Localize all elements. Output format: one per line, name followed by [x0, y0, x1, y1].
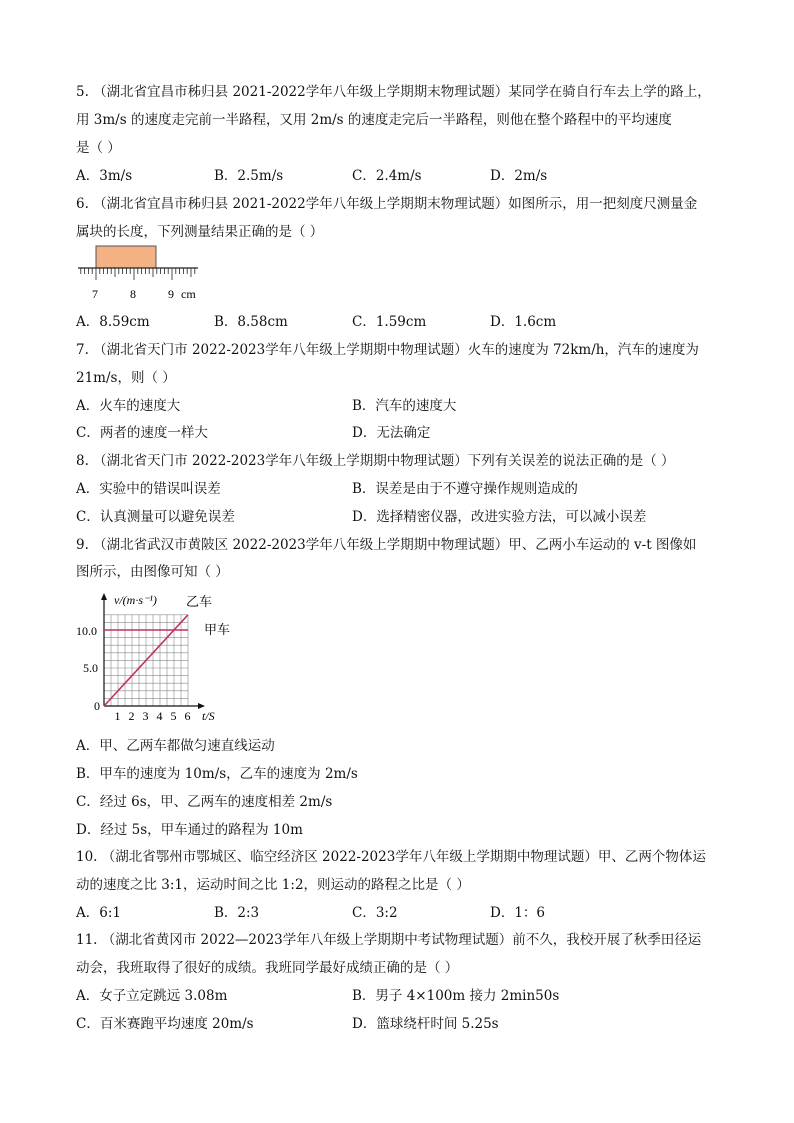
- q9-option-a[interactable]: A．甲、乙两车都做匀速直线运动: [76, 738, 275, 754]
- q10-option-b[interactable]: B．2:3: [214, 905, 260, 921]
- q7-option-b[interactable]: B．汽车的速度大: [352, 398, 457, 414]
- vt-graph-svg: [76, 590, 266, 725]
- q7-option-c[interactable]: C．两者的速度一样大: [76, 425, 208, 441]
- q5-option-b[interactable]: B．2.5m/s: [214, 168, 284, 184]
- q8-options-row1: [76, 477, 716, 497]
- q6-option-d[interactable]: D．1.6cm: [490, 314, 557, 330]
- x-tick-6: 6: [184, 709, 191, 723]
- x-tick-3: 3: [142, 709, 149, 723]
- q5-option-a[interactable]: A．3m/s: [76, 168, 133, 184]
- vt-graph: [76, 590, 266, 725]
- q8-options-row2: [76, 505, 716, 525]
- q9-option-b[interactable]: B．甲车的速度为 10m/s，乙车的速度为 2m/s: [76, 766, 358, 782]
- q9-stem-line1: 9. （湖北省武汉市黄陂区 2022-2023学年八年级上学期期中物理试题）甲、乙两小车运动的 v-t 图像如: [76, 537, 697, 553]
- q11-stem-line2: 动会，我班取得了很好的成绩。我班同学最好成绩正确的是（ ）: [76, 960, 459, 976]
- ruler-figure: [78, 243, 208, 303]
- series-label-yi: 乙车: [186, 594, 213, 609]
- q10-stem-line1: 10. （湖北省鄂州市鄂城区、临空经济区 2022-2023学年八年级上学期期中物理试题）甲、乙两个物体运: [76, 849, 706, 865]
- q5-stem-line1: 5. （湖北省宜昌市秭归县 2021-2022学年八年级上学期期末物理试题）某同学在骑自行车去上学的路上，: [76, 84, 711, 100]
- q11-stem-line1: 11. （湖北省黄冈市 2022—2023学年八年级上学期期中考试物理试题）前不久，我校开展了秋季田径运: [76, 932, 702, 948]
- x-tick-1: 1: [114, 709, 121, 723]
- q11-option-a[interactable]: A．女子立定跳远 3.08m: [76, 988, 228, 1004]
- x-tick-labels: [115, 709, 191, 723]
- q10-option-d[interactable]: D．1：6: [490, 905, 546, 921]
- ruler-label-unit: cm: [181, 287, 196, 301]
- y-tick-0: 0: [94, 699, 100, 713]
- q5-stem-line2: 用 3m/s 的速度走完前一半路程，又用 2m/s 的速度走完后一半路程，则他在整个路程中的平均速度: [76, 112, 672, 128]
- x-tick-5: 5: [170, 709, 177, 723]
- q6-stem-line1: 6. （湖北省宜昌市秭归县 2021-2022学年八年级上学期期末物理试题）如图所示，用一把刻度尺测量金: [76, 196, 698, 212]
- x-tick-4: 4: [156, 709, 163, 723]
- series-label-jia: 甲车: [204, 622, 231, 637]
- q8-option-c[interactable]: C．认真测量可以避免误差: [76, 509, 235, 525]
- q7-option-a[interactable]: A．火车的速度大: [76, 398, 181, 414]
- q9-stem-line2: 图所示，由图像可知（ ）: [76, 564, 229, 580]
- ruler-ticks: [81, 268, 195, 280]
- q7-stem-line1: 7. （湖北省天门市 2022-2023学年八年级上学期期中物理试题）火车的速度为 72km/h，汽车的速度为: [76, 342, 699, 358]
- q11-options-row2: [76, 1012, 716, 1032]
- q9-option-c[interactable]: C．经过 6s，甲、乙两车的速度相差 2m/s: [76, 794, 333, 810]
- y-tick-5: 5.0: [83, 661, 98, 675]
- q10-option-a[interactable]: A．6:1: [76, 905, 121, 921]
- y-axis-arrow: [101, 593, 107, 600]
- q6-stem-line2: 属块的长度，下列测量结果正确的是（ ）: [76, 224, 324, 240]
- ruler-svg: [78, 243, 208, 303]
- q6-option-a[interactable]: A．8.59cm: [76, 314, 150, 330]
- ruler-label-9: 9: [168, 287, 174, 301]
- q11-options-row1: [76, 984, 716, 1004]
- metal-block: [96, 246, 156, 268]
- q11-option-c[interactable]: C．百米赛跑平均速度 20m/s: [76, 1016, 254, 1032]
- y-axis-label: v/(m·s⁻¹): [114, 593, 157, 607]
- x-axis-label: t/S: [202, 709, 215, 723]
- q6-option-c[interactable]: C．1.59cm: [352, 314, 427, 330]
- q7-options-row2: [76, 421, 716, 441]
- q5-option-c[interactable]: C．2.4m/s: [352, 168, 422, 184]
- q7-stem-line2: 21m/s，则（ ）: [76, 370, 176, 386]
- y-tick-10: 10.0: [76, 624, 97, 638]
- q7-option-d[interactable]: D．无法确定: [352, 425, 431, 441]
- q8-option-b[interactable]: B．误差是由于不遵守操作规则造成的: [352, 481, 578, 497]
- q10-option-c[interactable]: C．3:2: [352, 905, 398, 921]
- q11-option-b[interactable]: B．男子 4×100m 接力 2min50s: [352, 988, 560, 1004]
- q7-options-row1: [76, 394, 716, 414]
- q9-option-d[interactable]: D．经过 5s，甲车通过的路程为 10m: [76, 822, 303, 838]
- q6-options: [76, 310, 716, 330]
- q5-option-d[interactable]: D．2m/s: [490, 168, 548, 184]
- ruler-label-8: 8: [130, 287, 136, 301]
- x-tick-2: 2: [128, 709, 135, 723]
- q8-option-d[interactable]: D．选择精密仪器，改进实验方法，可以减小误差: [352, 509, 647, 525]
- q5-stem-line3: 是（ ）: [76, 140, 121, 156]
- q10-stem-line2: 动的速度之比 3:1，运动时间之比 1:2，则运动的路程之比是（ ）: [76, 877, 470, 893]
- q8-option-a[interactable]: A．实验中的错误叫误差: [76, 481, 221, 497]
- q8-stem-line1: 8. （湖北省天门市 2022-2023学年八年级上学期期中物理试题）下列有关误差的说法正确的是（ ）: [76, 453, 675, 469]
- q5-options: [76, 164, 716, 184]
- q11-option-d[interactable]: D．篮球绕杆时间 5.25s: [352, 1016, 499, 1032]
- q6-option-b[interactable]: B．8.58cm: [214, 314, 288, 330]
- q10-options: [76, 901, 716, 921]
- ruler-label-7: 7: [92, 287, 98, 301]
